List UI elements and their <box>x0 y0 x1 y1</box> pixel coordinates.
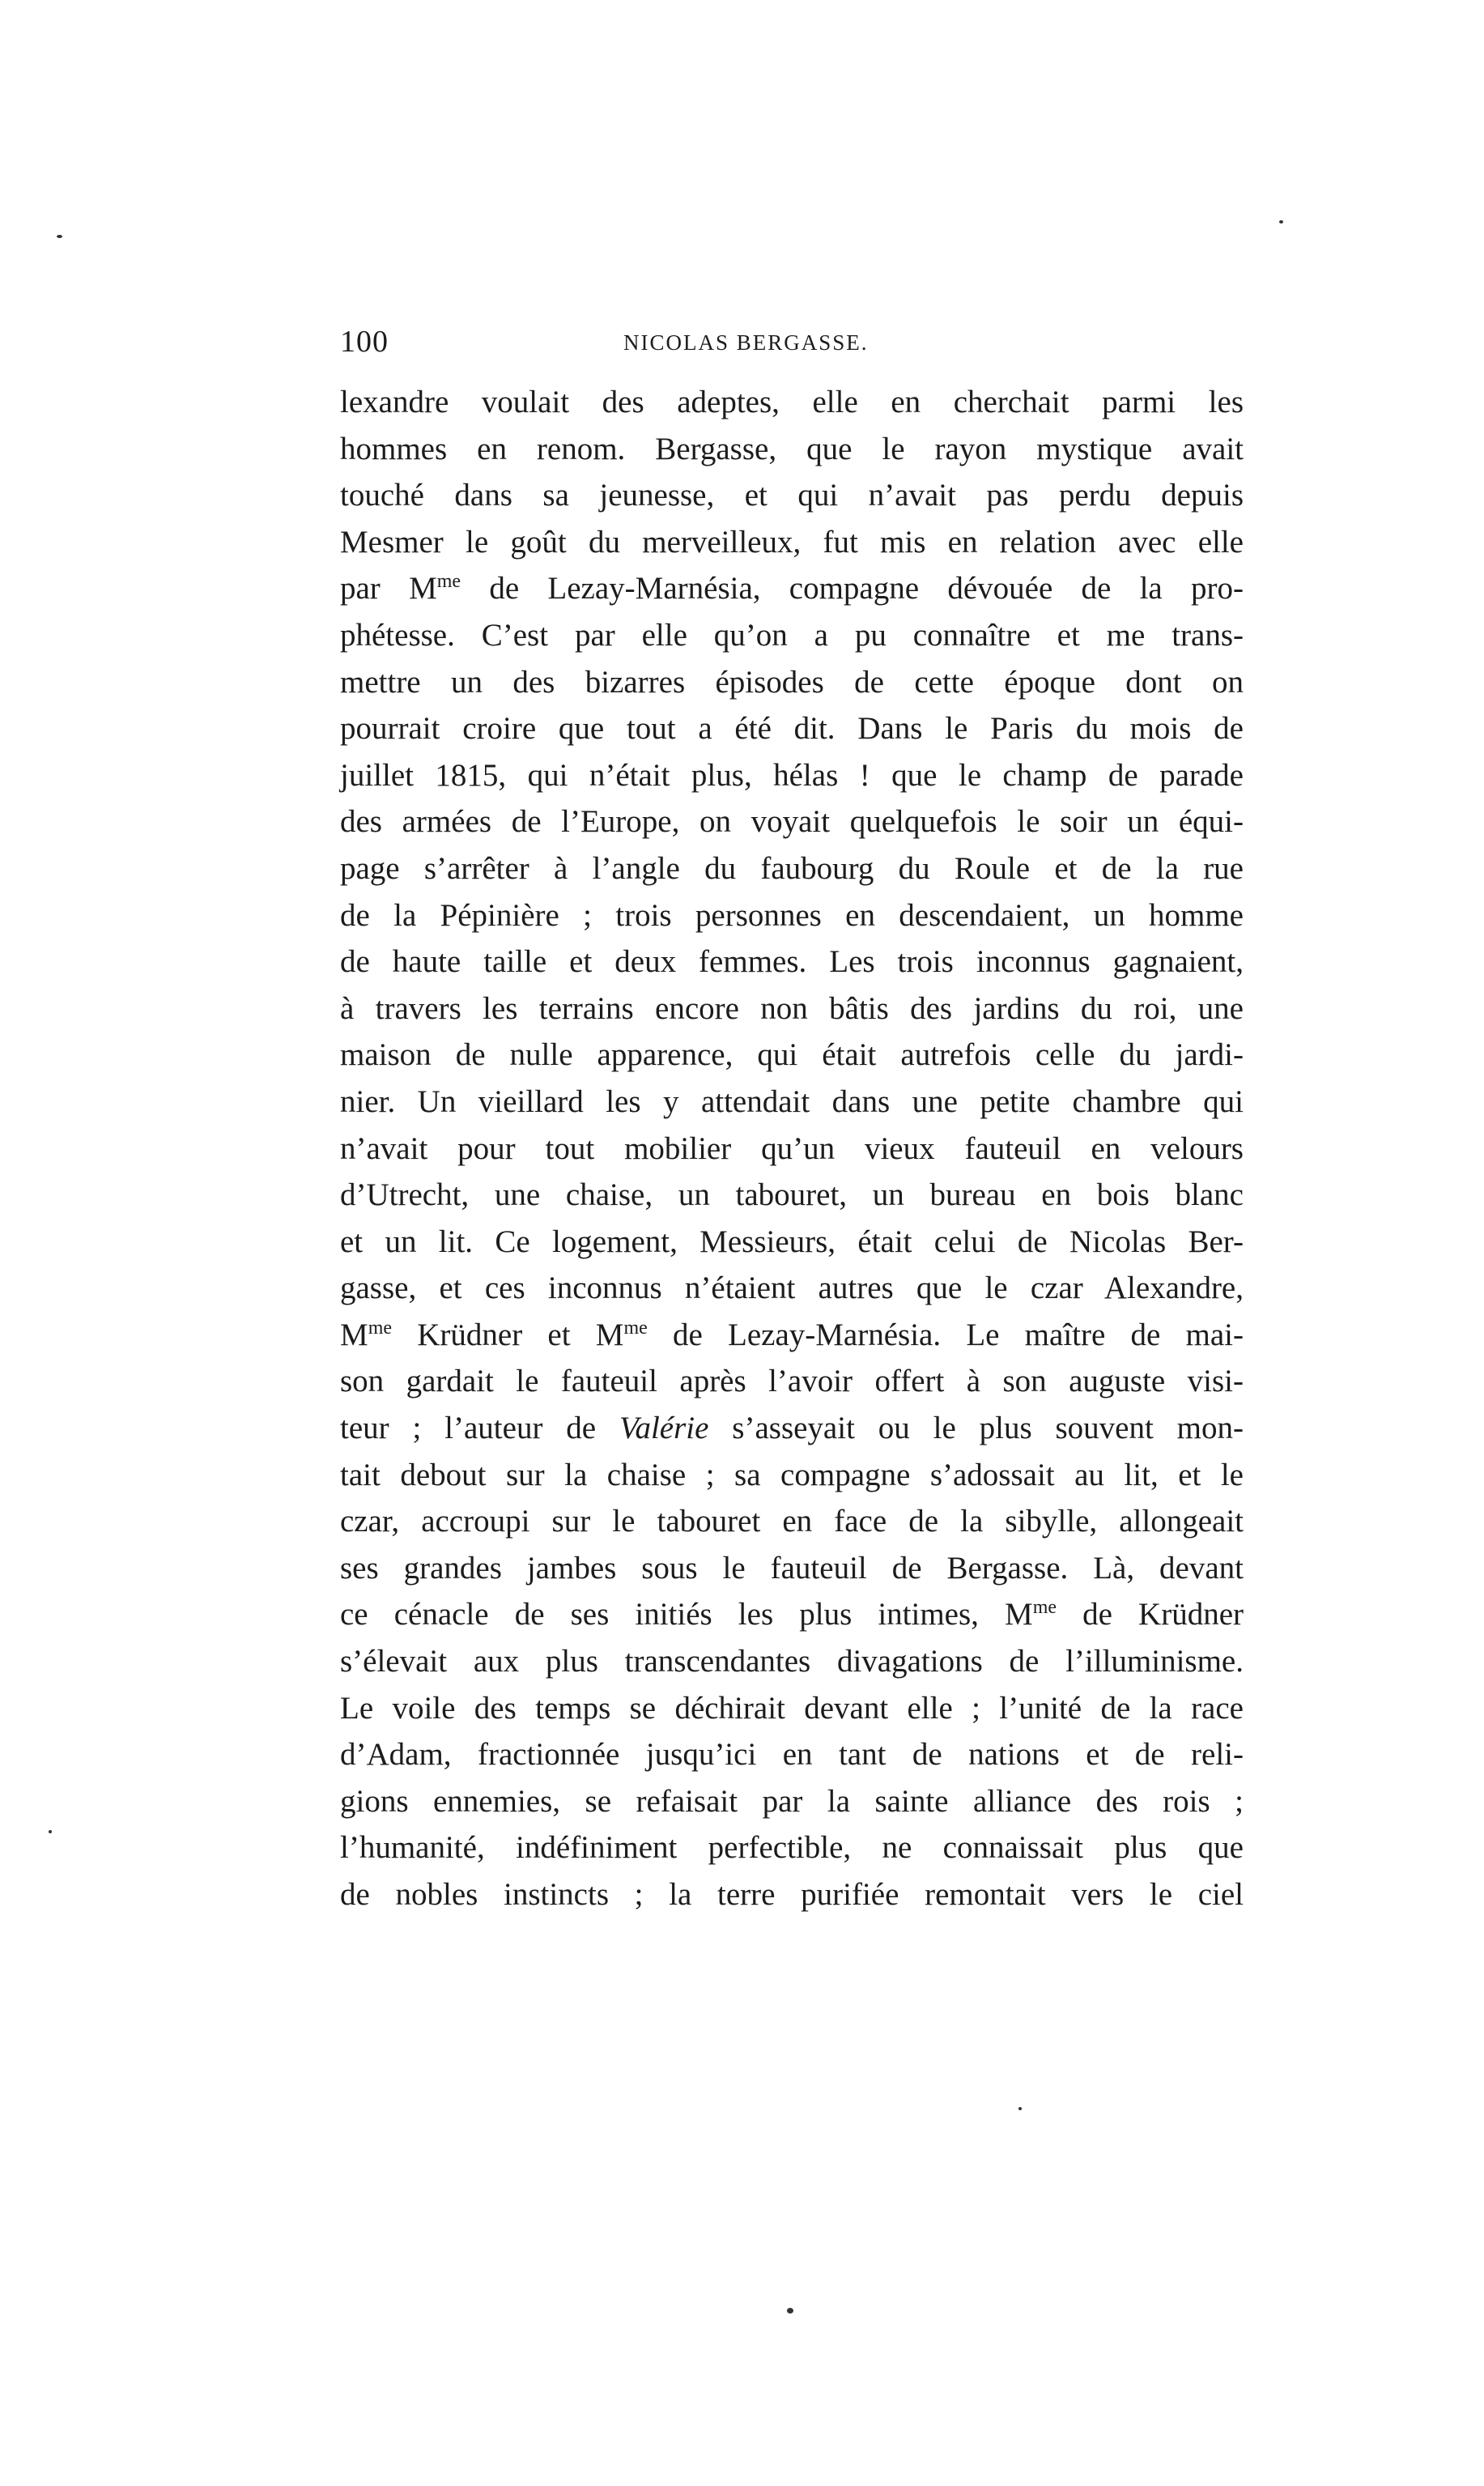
superscript: me <box>436 571 461 593</box>
text-segment: Mesmer le goût du merveilleux, fut mis en relation avec elle <box>340 524 1244 560</box>
text-line <box>340 939 1244 985</box>
text-line <box>340 1452 1244 1499</box>
text-line <box>340 1778 1244 1825</box>
body-text <box>340 379 1244 1918</box>
text-line <box>340 519 1244 566</box>
text-segment: de Lezay-Marnésia. Le maître de mai- <box>647 1317 1244 1352</box>
text-line <box>340 752 1244 799</box>
text-line <box>340 1871 1244 1918</box>
text-line <box>340 612 1244 659</box>
text-segment: de la Pépinière ; trois personnes en descendaient, un homme <box>340 897 1244 933</box>
text-segment: de nobles instincts ; la terre purifiée remontait vers le ciel <box>340 1877 1244 1912</box>
text-line <box>340 1032 1244 1079</box>
text-segment: de haute taille et deux femmes. Les trois inconnus gagnaient, <box>340 944 1244 980</box>
text-segment: nier. Un vieillard les y attendait dans une petite chambre qui <box>340 1083 1244 1119</box>
text-segment: phétesse. C’est par elle qu’on a pu connaître et me trans- <box>340 617 1244 653</box>
text-line <box>340 705 1244 752</box>
text-segment: tait debout sur la chaise ; sa compagne s’adossait au lit, et le <box>340 1457 1244 1492</box>
text-line <box>340 985 1244 1032</box>
text-line <box>340 1638 1244 1685</box>
text-line <box>340 1685 1244 1732</box>
text-segment: des armées de l’Europe, on voyait quelquefois le soir un équi- <box>340 804 1244 840</box>
text-segment: s’élevait aux plus transcendantes divagations de l’illuminisme. <box>340 1644 1244 1679</box>
scan-speck <box>787 2308 793 2314</box>
text-segment: de Lezay-Marnésia, compagne dévouée de la pro- <box>461 571 1244 607</box>
text-segment: d’Utrecht, une chaise, un tabouret, un bureau en bois blanc <box>340 1177 1244 1213</box>
text-segment: touché dans sa jeunesse, et qui n’avait pas perdu depuis <box>340 478 1244 513</box>
text-segment: l’humanité, indéfiniment perfectible, ne connaissait plus que <box>340 1830 1244 1866</box>
text-line <box>340 472 1244 519</box>
text-segment: ses grandes jambes sous le fauteuil de Bergasse. Là, devant <box>340 1550 1244 1586</box>
text-line <box>340 892 1244 939</box>
text-line <box>340 1731 1244 1778</box>
text-segment: czar, accroupi sur le tabouret en face de la sibylle, allongeait <box>340 1504 1244 1539</box>
text-line <box>340 798 1244 845</box>
text-segment: lexandre voulait des adeptes, elle en cherchait parmi les <box>340 385 1244 419</box>
text-line <box>340 1219 1244 1266</box>
text-segment: son gardait le fauteuil après l’avoir offert à son auguste visi- <box>340 1364 1244 1399</box>
page-number: 100 <box>340 325 389 359</box>
superscript: me <box>1032 1597 1057 1619</box>
text-line <box>340 1265 1244 1312</box>
text-line <box>340 1545 1244 1592</box>
text-segment: hommes en renom. Bergasse, que le rayon mystique avait <box>340 431 1244 466</box>
text-segment: page s’arrêter à l’angle du faubourg du Roule et de la rue <box>340 850 1244 886</box>
scan-speck <box>57 235 62 238</box>
text-line <box>340 1079 1244 1126</box>
text-line <box>340 565 1244 612</box>
text-segment: ce cénacle de ses initiés les plus intimes, M <box>340 1597 1033 1633</box>
running-head <box>340 324 1247 372</box>
text-segment: s’asseyait ou le plus souvent mon- <box>708 1411 1244 1446</box>
text-line <box>340 1498 1244 1545</box>
text-line <box>340 1405 1244 1452</box>
text-line <box>340 1358 1244 1405</box>
text-line <box>340 1172 1244 1219</box>
text-segment: mettre un des bizarres épisodes de cette époque dont on <box>340 664 1244 700</box>
text-segment: de Krüdner <box>1057 1597 1244 1633</box>
superscript: me <box>368 1317 393 1339</box>
text-line <box>340 1824 1244 1871</box>
text-segment: Le voile des temps se déchirait devant elle ; l’unité de la race <box>340 1690 1244 1726</box>
text-segment: gions ennemies, se refaisait par la sainte alliance des rois ; <box>340 1783 1244 1819</box>
scan-speck <box>1279 220 1283 223</box>
text-segment: et un lit. Ce logement, Messieurs, était celui de Nicolas Ber- <box>340 1224 1244 1259</box>
text-segment: d’Adam, fractionnée jusqu’ici en tant de nations et de reli- <box>340 1737 1244 1773</box>
superscript: me <box>623 1317 648 1339</box>
text-segment: juillet 1815, qui n’était plus, hélas ! que le champ de parade <box>340 757 1244 793</box>
text-line <box>340 1312 1244 1359</box>
italic-title: Valérie <box>619 1411 709 1446</box>
text-segment: par M <box>340 571 437 607</box>
text-line <box>340 845 1244 892</box>
running-title: NICOLAS BERGASSE. <box>623 330 869 355</box>
scan-speck <box>1018 2107 1022 2110</box>
text-segment: maison de nulle apparence, qui était autrefois celle du jardi- <box>340 1037 1244 1073</box>
text-segment: n’avait pour tout mobilier qu’un vieux fauteuil en velours <box>340 1130 1244 1166</box>
text-segment: M <box>340 1317 368 1352</box>
scan-speck <box>49 1830 52 1833</box>
text-segment: à travers les terrains encore non bâtis des jardins du roi, une <box>340 990 1244 1026</box>
text-line <box>340 1591 1244 1638</box>
text-line <box>340 426 1244 473</box>
text-segment: pourrait croire que tout a été dit. Dans le Paris du mois de <box>340 711 1244 747</box>
text-segment: Krüdner et M <box>392 1317 624 1352</box>
text-line <box>340 659 1244 706</box>
text-line <box>340 379 1244 426</box>
text-segment: gasse, et ces inconnus n’étaient autres que le czar Alexandre, <box>340 1271 1244 1306</box>
text-line <box>340 1126 1244 1173</box>
text-segment: teur ; l’auteur de <box>340 1411 619 1446</box>
